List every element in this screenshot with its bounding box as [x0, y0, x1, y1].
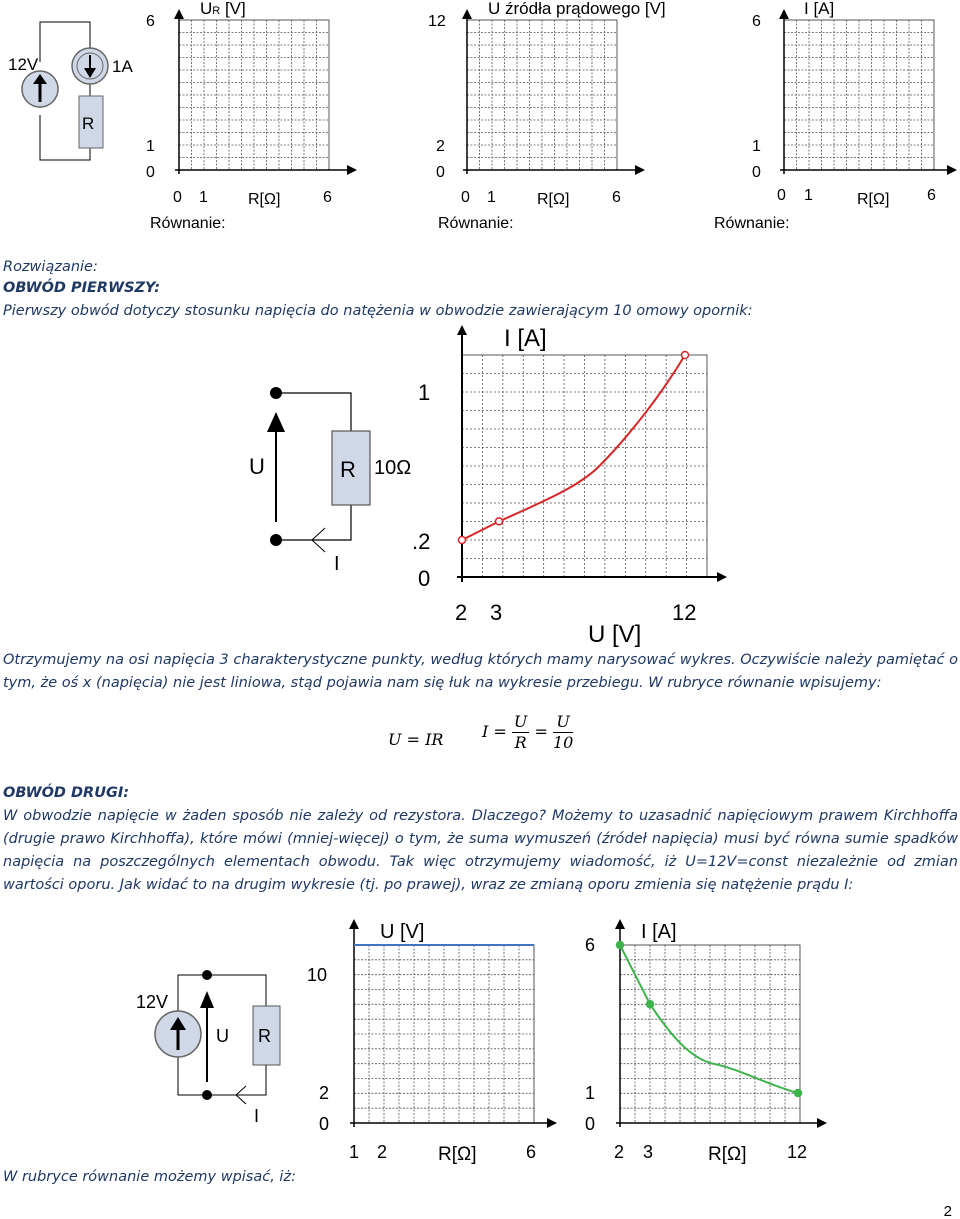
top-chart-2: [428, 0, 666, 232]
frac-den: 10: [552, 733, 574, 752]
resistor-label: R: [82, 114, 95, 133]
chartC-ytick: 0: [585, 1114, 596, 1134]
tick: 0: [752, 164, 761, 181]
chartA-xlabel: U [V]: [588, 621, 642, 648]
chartB-ytick: 10: [307, 965, 328, 985]
equation-label: Równanie:: [714, 215, 790, 232]
current-label: 1A: [112, 57, 133, 76]
data-point: [682, 352, 689, 359]
current-label: I: [254, 1106, 260, 1126]
equation-label: Równanie:: [438, 215, 514, 232]
eq-equals: =: [534, 722, 548, 741]
top-circuit-diagram: [8, 22, 133, 160]
chartA-xtick: 2: [455, 600, 468, 625]
chart3-ylabel: I [A]: [804, 0, 835, 18]
voltage-arrow-icon: [200, 991, 214, 1008]
tick: 6: [323, 189, 332, 206]
paragraph-1: Pierwszy obwód dotyczy stosunku napięcia do natężenia w obwodzie zawierającym 10 omowy opornik:: [3, 303, 753, 319]
chartB-ytick: 0: [319, 1114, 330, 1134]
chartC-xtick: 2: [614, 1142, 625, 1162]
top-chart-3: [714, 0, 952, 232]
tick: 1: [752, 138, 761, 155]
terminal-bottom: [202, 1090, 212, 1100]
section-heading-1: OBWÓD PIERWSZY:: [3, 280, 161, 296]
resistance-label: 10Ω: [374, 457, 412, 479]
terminal-top: [202, 970, 212, 980]
chartC-ytick: 1: [585, 1083, 596, 1103]
chart1-xlabel: R[Ω]: [248, 191, 281, 208]
solution-label: Rozwiązanie:: [3, 259, 98, 275]
tick: 0: [436, 164, 445, 181]
tick: 0: [461, 189, 470, 206]
voltage-label: U: [249, 454, 265, 479]
chartA-ytick: 1: [418, 380, 431, 405]
chartC-xtick: 3: [643, 1142, 654, 1162]
chart2-ylabel: U źródła prądowego [V]: [488, 0, 666, 18]
chartC-ylabel: I [A]: [641, 921, 677, 943]
data-point: [459, 537, 466, 544]
circuit-2-diagram: [136, 970, 280, 1126]
current-label: I: [334, 553, 340, 575]
chartC-xlabel: R[Ω]: [708, 1144, 747, 1165]
frac-num: U: [513, 712, 528, 731]
data-point: [647, 1001, 654, 1008]
chart2-xlabel: R[Ω]: [537, 191, 570, 208]
chartA-ylabel: I [A]: [504, 325, 547, 352]
chart-current-vs-voltage: [412, 325, 722, 648]
tick: 6: [612, 189, 621, 206]
data-point: [795, 1090, 802, 1097]
tick: 1: [804, 187, 813, 204]
resistor-label: R: [258, 1026, 271, 1046]
tick: 6: [146, 13, 155, 30]
chartB-ytick: 2: [319, 1083, 330, 1103]
tick: 1: [487, 189, 496, 206]
circuit-1-diagram: [249, 387, 411, 575]
equation-current: [482, 712, 573, 753]
data-point: [496, 518, 503, 525]
chartB-xtick: 1: [349, 1142, 360, 1162]
fraction-u-10: [553, 712, 573, 753]
chartA-ytick: 0: [418, 566, 431, 591]
data-point: [617, 942, 624, 949]
source-voltage-label: 12V: [136, 992, 169, 1012]
paragraph-4: W rubryce równanie możemy wpisać, iż:: [3, 1169, 296, 1185]
top-chart-1: [146, 0, 352, 232]
voltage-label: 12V: [8, 55, 39, 74]
equation-label: Równanie:: [150, 215, 226, 232]
tick: 1: [199, 189, 208, 206]
frac-den: R: [514, 733, 527, 752]
eq-lhs: I =: [482, 722, 507, 741]
tick: 6: [927, 187, 936, 204]
chartA-xtick: 3: [490, 600, 503, 625]
voltage-arrow-icon: [267, 412, 285, 432]
paragraph-2: Otrzymujemy na osi napięcia 3 charakterystyczne punkty, według których mamy narysować wykres. Oczywiście należy pamiętać o tym, że oś x (napięcia) nie jest liniowa, stąd pojawia nam się łuk na wykresie przebiegu. W rubryce równanie wpisujemy:: [3, 652, 958, 691]
chart3-xlabel: R[Ω]: [857, 191, 890, 208]
chartB-xlabel: R[Ω]: [438, 1144, 477, 1165]
chartA-ytick: .2: [412, 529, 431, 554]
chartB-xtick: 2: [377, 1142, 388, 1162]
resistor-label: R: [340, 457, 356, 482]
chartB-xtick: 6: [526, 1142, 537, 1162]
tick: 12: [428, 13, 446, 30]
tick: 1: [146, 138, 155, 155]
tick: 0: [777, 187, 786, 204]
chartC-ytick: 6: [585, 935, 596, 955]
equation-ohm: U = IR: [388, 730, 444, 749]
page-number: 2: [943, 1203, 952, 1219]
fraction-u-r: [512, 712, 529, 753]
paragraph-3: W obwodzie napięcie w żaden sposób nie zależy od rezystora. Dlaczego? Możemy to uzasadnić napięciowym prawem Kirchhoffa (drugie prawo Kirchhoffa), które mówi (mniej-więcej) o tym, że suma wymuszeń (źródeł napięcia) musi być równa sumie spadków napięcia na poszczególnych elementach obwodu. Tak więc otrzymujemy wiadomość, iż U=12V=const niezależnie od zmian wartości oporu. Jak widać to na drugim wykresie (tj. po prawej), wraz ze zmianą oporu zmienia się natężenie prądu I:: [3, 808, 958, 893]
tick: 6: [752, 13, 761, 30]
tick: 2: [436, 138, 445, 155]
section-heading-2: OBWÓD DRUGI:: [3, 785, 130, 801]
tick: 0: [173, 189, 182, 206]
chart-current-vs-resistance: [585, 921, 822, 1165]
frac-num: U: [553, 712, 573, 733]
tick: 0: [146, 164, 155, 181]
chartC-xtick: 12: [787, 1142, 808, 1162]
chart-voltage-vs-resistance: [307, 921, 552, 1165]
chart1-ylabel: UR [V]: [200, 0, 246, 18]
chartA-xtick: 12: [672, 600, 697, 625]
voltage-label: U: [216, 1026, 229, 1046]
chartB-ylabel: U [V]: [380, 921, 425, 943]
